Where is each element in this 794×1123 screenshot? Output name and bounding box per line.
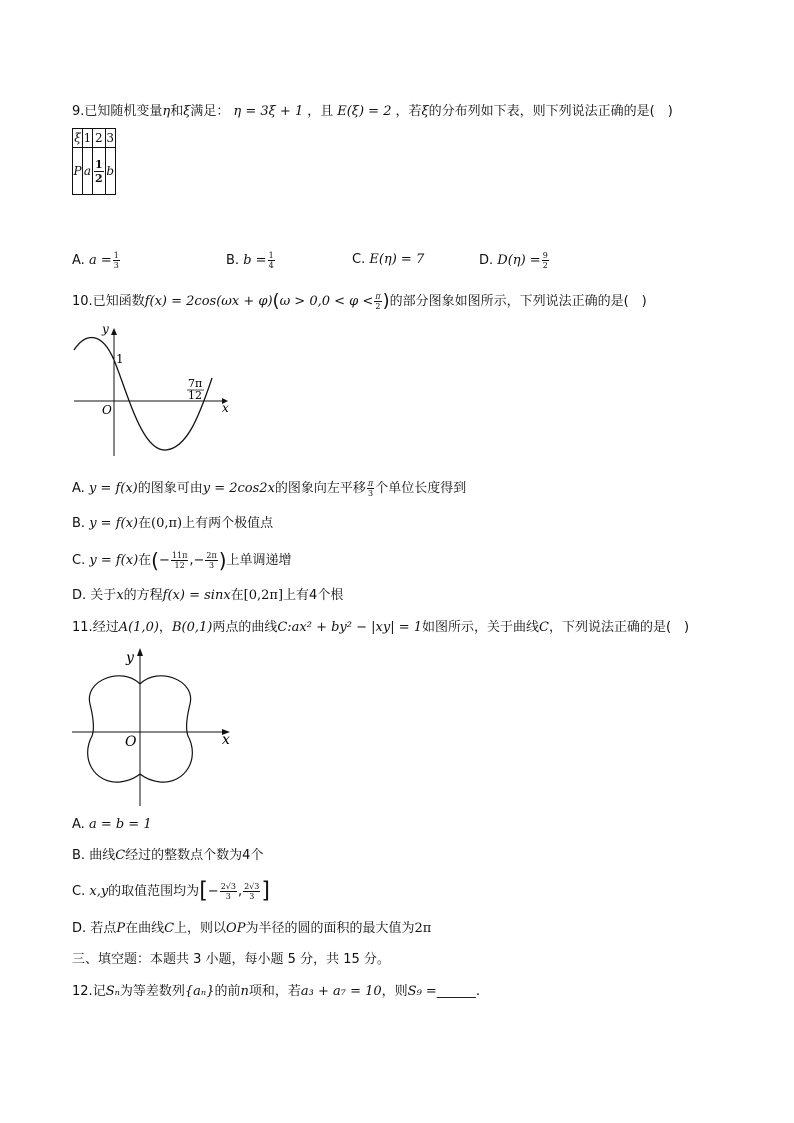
frac-num: 1 xyxy=(268,251,274,260)
q9-option-a xyxy=(72,251,121,270)
frac-num: π xyxy=(367,479,374,488)
q9-number: 9. xyxy=(72,104,85,119)
q11-point-a: A(1,0) xyxy=(118,620,159,635)
q12-text: 项和，若 xyxy=(248,984,301,999)
option-label: B. xyxy=(226,253,240,268)
option-label: C. xyxy=(72,553,86,568)
option-text: E(η) = 7 xyxy=(369,252,425,267)
q9-expectation: E(ξ) = 2 xyxy=(337,104,392,119)
x-tick-num: 7π xyxy=(188,377,203,390)
frac-den: 3 xyxy=(208,561,215,570)
q12-n: n xyxy=(240,984,249,999)
q9-option-d xyxy=(479,251,550,270)
option-text: 上有两个极值点 xyxy=(182,516,274,531)
q9-option-b xyxy=(226,251,276,270)
answer-blank[interactable]: ______ xyxy=(436,984,476,999)
q9-text: ，若 xyxy=(395,104,422,119)
q12-condition: a₃ + a₇ = 10 xyxy=(300,984,382,999)
table-row xyxy=(73,129,116,148)
option-math: y = f(x) xyxy=(89,553,139,568)
frac-num: π xyxy=(375,292,381,301)
frac-num: 2π xyxy=(206,551,217,560)
frac-den: 2 xyxy=(95,171,103,185)
option-text: 上有4个根 xyxy=(283,588,344,603)
q11-text: ，下列说法正确的是( ) xyxy=(548,620,690,635)
q11-option-a xyxy=(72,816,152,834)
q10-option-c: C. y = f(x)在(− $\frac{11\pi}{12}$ ,− $\frac{2\pi}{3}$ )上单调递增 xyxy=(72,548,292,573)
q12-text: . xyxy=(475,984,480,999)
table-cell: ξ xyxy=(73,129,83,148)
q9-option-c xyxy=(352,251,424,269)
option-text: 关于 xyxy=(90,588,117,603)
q12-sn: Sₙ xyxy=(105,984,120,999)
q9-xi: ξ xyxy=(421,104,429,119)
option-text: 在 xyxy=(230,588,244,603)
section-3-title: 三、填空题：本题共 3 小题，每小题 5 分，共 15 分。 xyxy=(72,952,390,967)
frac-den: 3 xyxy=(225,892,231,901)
option-text: 个单位长度得到 xyxy=(375,481,467,496)
q12-stem xyxy=(72,983,480,1001)
option-text: a = xyxy=(88,253,112,268)
frac-num: 2√3 xyxy=(244,882,260,891)
q11-curve-graph xyxy=(70,646,240,808)
table-cell xyxy=(93,148,106,195)
frac-den: 3 xyxy=(368,489,374,498)
frac-den: 12 xyxy=(174,561,185,570)
option-label: A. xyxy=(72,817,85,832)
q10-function: f(x) = 2cos(ωx + φ) xyxy=(144,294,273,309)
option-label: D. xyxy=(72,921,87,936)
x-tick-den: 12 xyxy=(188,389,202,402)
q12-s9: S₉ = xyxy=(407,984,437,999)
frac-den: 2 xyxy=(542,261,548,270)
q9-text: 满足： xyxy=(190,104,230,119)
option-text: 曲线 xyxy=(89,848,116,863)
option-text: 在 xyxy=(138,516,152,531)
option-math: y = f(x) xyxy=(89,516,138,531)
y-tick-label: 1 xyxy=(116,352,124,366)
frac-den: 3 xyxy=(113,261,119,270)
option-label: C. xyxy=(72,884,86,899)
option-math: C xyxy=(164,921,175,936)
x-label: x xyxy=(222,401,229,415)
option-text: b = xyxy=(243,253,267,268)
option-math: P xyxy=(116,921,126,936)
table-row xyxy=(73,148,116,195)
option-math: y = f(x) xyxy=(88,481,138,496)
origin-label: O xyxy=(125,734,137,750)
q9-relation: η = 3ξ + 1 xyxy=(233,104,304,119)
y-axis-arrow xyxy=(137,648,143,656)
q11-curve: C:ax² + by² − |xy| = 1 xyxy=(277,620,423,635)
q11-text: 两点的曲线 xyxy=(212,620,278,635)
q10-option-b xyxy=(72,515,273,533)
table-cell: P xyxy=(73,148,83,195)
option-label: A. xyxy=(72,481,85,496)
option-math: f(x) = sinx xyxy=(162,588,231,603)
option-text: 为半径的圆的面积的最大值为 xyxy=(245,921,415,936)
option-math: x,y xyxy=(89,884,109,899)
option-label: B. xyxy=(72,516,86,531)
distribution-table xyxy=(72,128,116,195)
table-cell: 2 xyxy=(93,129,106,148)
option-text: 的图象向左平移 xyxy=(274,481,366,496)
option-text: 的图象可由 xyxy=(137,481,203,496)
frac-num: 2√3 xyxy=(220,882,236,891)
option-math: x xyxy=(116,588,124,603)
y-label: y xyxy=(126,650,134,666)
option-text: 在曲线 xyxy=(125,921,165,936)
q12-text: 的前 xyxy=(214,984,241,999)
option-text: 经过的整数点个数为4个 xyxy=(125,848,264,863)
x-label: x xyxy=(222,732,230,748)
q9-xi: ξ xyxy=(183,104,191,119)
option-math: C xyxy=(115,848,126,863)
q11-text: 如图所示，关于曲线 xyxy=(422,620,540,635)
option-label: A. xyxy=(72,253,85,268)
q11-option-c: C. x,y的取值范围均为[− $\frac{2√3}{3}$ , $\frac{2√3}{3}$ ] xyxy=(72,878,270,904)
q10-stem: 10.已知函数f(x) = 2cos(ωx + φ)(ω > 0,0 < φ < $\frac{\pi}{2}$ )的部分图象如图所示，下列说法正确的是( ) xyxy=(72,290,647,312)
origin-label: O xyxy=(102,403,112,417)
option-label: C. xyxy=(352,252,366,267)
frac-den: 4 xyxy=(268,261,274,270)
q11-text: ， xyxy=(158,620,172,635)
frac-den: 2 xyxy=(375,302,381,311)
y-label: y xyxy=(102,322,109,336)
q9-text: 的分布列如下表，则下列说法正确的是( ) xyxy=(428,104,673,119)
q11-number: 11. xyxy=(72,620,93,635)
option-text: 的方程 xyxy=(123,588,163,603)
y-axis-arrow xyxy=(111,328,117,335)
table-cell: a xyxy=(83,148,93,195)
q9-text: 已知随机变量 xyxy=(84,104,163,119)
option-text: 上单调递增 xyxy=(226,553,292,568)
q12-text: 为等差数列 xyxy=(119,984,185,999)
q10-option-d xyxy=(72,587,343,605)
q9-eta: η xyxy=(162,104,171,119)
table-cell: 1 xyxy=(83,129,93,148)
q11-option-b xyxy=(72,847,263,865)
q10-cosine-graph xyxy=(70,320,230,460)
q10-number: 10. xyxy=(72,294,93,309)
option-text: 若点 xyxy=(90,921,117,936)
option-math: (0,π) xyxy=(151,516,183,531)
q9-stem xyxy=(72,103,673,121)
frac-num: 9 xyxy=(542,251,548,260)
frac-den: 3 xyxy=(249,892,255,901)
q11-point-b: B(0,1) xyxy=(171,620,213,635)
frac-num: 11π xyxy=(171,551,188,560)
q11-stem xyxy=(72,619,689,637)
q9-text: 和 xyxy=(170,104,184,119)
option-label: D. xyxy=(72,588,87,603)
q12-text: ，则 xyxy=(381,984,408,999)
q11-option-d xyxy=(72,920,431,938)
q10-option-a xyxy=(72,479,466,498)
q10-text: 已知函数 xyxy=(92,294,145,309)
table-cell: 3 xyxy=(105,129,115,148)
frac-num: 1 xyxy=(95,157,103,171)
option-math: a = b = 1 xyxy=(88,817,152,832)
option-text: 的取值范围均为 xyxy=(108,884,200,899)
option-label: B. xyxy=(72,848,86,863)
option-math: OP xyxy=(226,921,246,936)
q10-text: 的部分图象如图所示，下列说法正确的是( ) xyxy=(389,294,647,309)
option-math: [0,2π] xyxy=(243,588,284,603)
option-text: 上，则以 xyxy=(174,921,227,936)
q11-text: 经过 xyxy=(92,620,119,635)
q9-text: ，且 xyxy=(307,104,334,119)
frac-num: 1 xyxy=(113,251,119,260)
q12-number: 12. xyxy=(72,984,93,999)
option-math: 2π xyxy=(414,921,432,936)
option-math: y = 2cos2x xyxy=(202,481,275,496)
q12-text: 记 xyxy=(92,984,106,999)
option-text: D(η) = xyxy=(497,253,541,268)
q11-c: C xyxy=(539,620,549,635)
option-text: 在 xyxy=(138,553,152,568)
table-cell: b xyxy=(105,148,115,195)
q10-condition: ω > 0,0 < φ < xyxy=(279,294,374,309)
q12-an: {aₙ} xyxy=(184,984,215,999)
option-label: D. xyxy=(479,253,494,268)
